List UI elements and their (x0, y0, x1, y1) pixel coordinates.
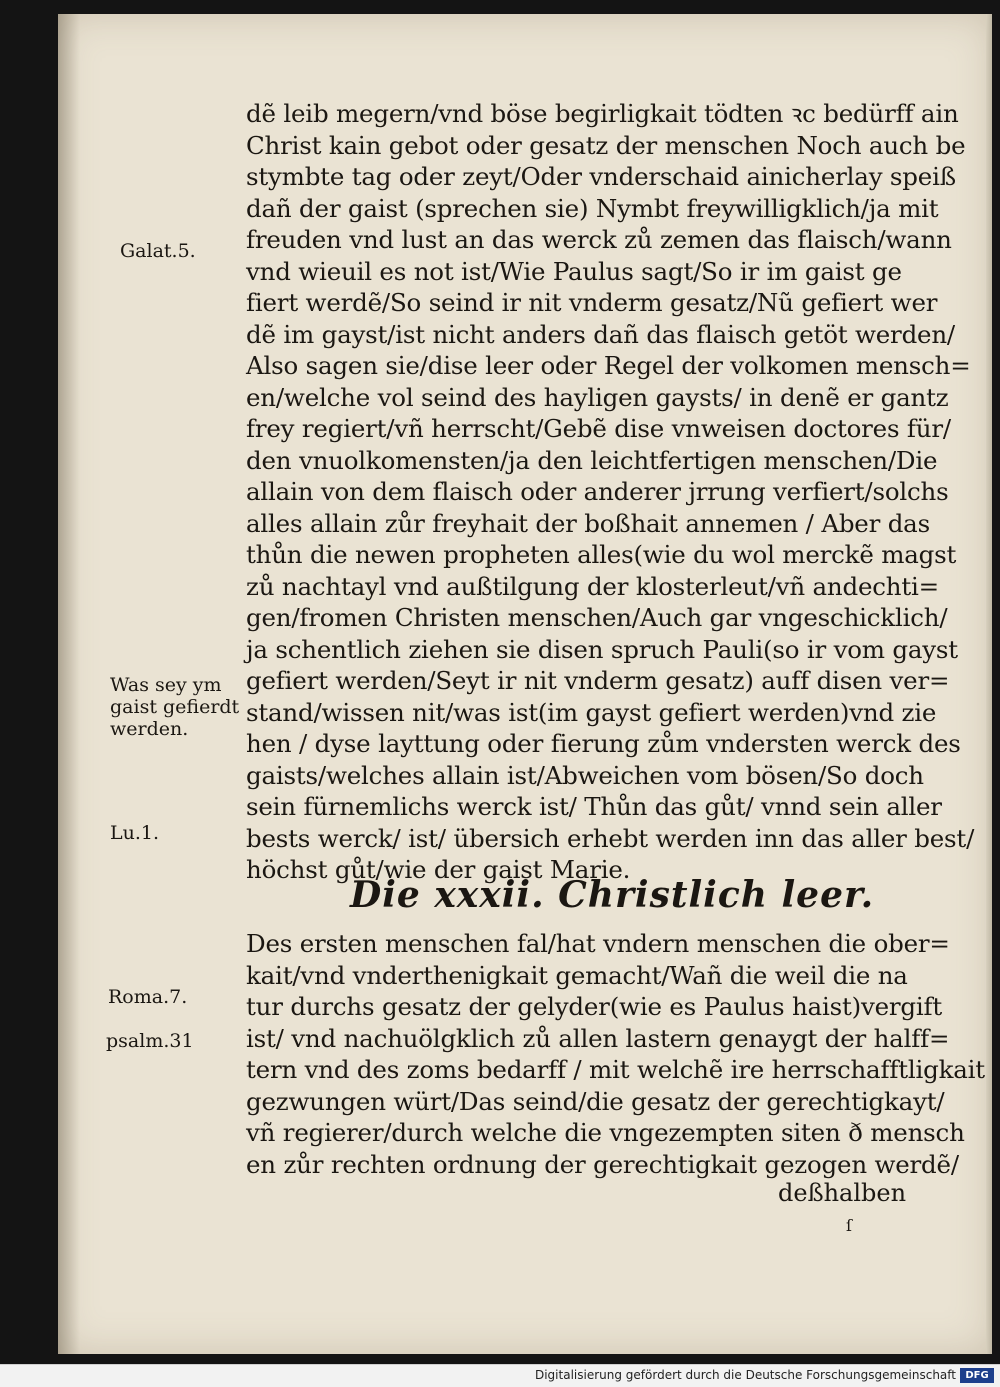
signature-mark: ſ (846, 1216, 852, 1235)
text-line: alles allain zůr freyhait der boßhait annemen / Aber das (246, 508, 930, 538)
text-line: frey regiert/vñ herrscht/Gebẽ dise vnweisen doctores für/ (246, 414, 951, 443)
text-line: stand/wissen nit/was ist(im gayst gefiert werden)vnd zie (246, 697, 937, 727)
text-line: dañ der gaist (sprechen sie) Nymbt freywilligklich/ja mit (246, 193, 939, 223)
text-line: ist/ vnd nachuölgklich zů allen lastern genaygt der halff= (246, 1023, 950, 1053)
text-line: zů nachtayl vnd außtilgung der klosterleut/vñ andechti= (246, 571, 939, 601)
section-heading: Die xxxii. Christlich leer. (350, 874, 875, 916)
text-line: fiert werdẽ/So seind ir nit vnderm gesatz/Nũ gefiert wer (246, 288, 938, 317)
text-line: dẽ im gayst/ist nicht anders dañ das flaisch getöt werden/ (246, 319, 955, 349)
text-line: en/welche vol seind des hayligen gaysts/ in denẽ er gantz (246, 382, 949, 412)
text-line: thůn die newen propheten alles(wie du wol merckẽ magst (246, 540, 957, 569)
text-line: den vnuolkomensten/ja den leichtfertigen menschen/Die (246, 445, 938, 475)
text-line: vñ regierer/durch welche die vngezempten siten ð mensch (246, 1118, 965, 1147)
text-line: gen/fromen Christen menschen/Auch gar vngeschicklich/ (246, 603, 948, 632)
marginal-note-was-sey (110, 674, 239, 740)
footer-credit: Digitalisierung gefördert durch die Deutsche Forschungsgemeinschaft (534, 1368, 956, 1382)
marginal-note-line: Was sey ym (110, 674, 222, 696)
marginal-note-galat: Galat.5. (120, 240, 196, 262)
text-line: vnd wieuil es not ist/Wie Paulus sagt/So ir im gaist ge (246, 256, 902, 286)
marginal-note-line: gaist gefierdt (110, 696, 240, 718)
text-line: gaists/welches allain ist/Abweichen vom bösen/So doch (246, 760, 924, 790)
text-line: gefiert werden/Seyt ir nit vnderm gesatz) auff disen ver= (246, 666, 950, 695)
text-line: gezwungen würt/Das seind/die gesatz der gerechtigkayt/ (246, 1086, 945, 1116)
text-line: ja schentlich ziehen sie disen spruch Pauli(so ir vom gayst (246, 634, 958, 664)
footer-bar (0, 1364, 1000, 1387)
text-line: stymbte tag oder zeyt/Oder vnderschaid ainicherlay speiß (246, 162, 956, 191)
text-line: Also sagen sie/dise leer oder Regel der volkomen mensch= (246, 351, 971, 380)
text-line: hen / dyse layttung oder fierung zům vndersten werck des (246, 729, 961, 758)
main-text-block (246, 98, 975, 886)
text-line: freuden vnd lust an das werck zů zemen das flaisch/wann (246, 225, 952, 254)
text-line: dẽ leib megern/vnd böse begirligkait tödten ꝛc bedürff ain (246, 99, 959, 128)
page-edge (986, 14, 992, 1354)
catchword: deßhalben (778, 1179, 907, 1207)
text-line: Des ersten menschen fal/hat vndern menschen die ober= (246, 929, 950, 958)
text-line: allain von dem flaisch oder anderer jrrung verfiert/solchs (246, 477, 949, 506)
marginal-note-psalm: psalm.31 (106, 1030, 194, 1052)
marginal-note-roma: Roma.7. (108, 986, 188, 1008)
text-line: Christ kain gebot oder gesatz der menschen Noch auch be (246, 130, 966, 160)
text-line: sein fürnemlichs werck ist/ Thůn das gůt/ vnnd sein aller (246, 792, 942, 821)
text-line: kait/vnd vnderthenigkait gemacht/Wañ die weil die na (246, 960, 908, 990)
marginal-note-luc: Lu.1. (110, 822, 160, 844)
book-page (58, 14, 992, 1354)
text-line: tern vnd des zoms bedarff / mit welchẽ ire herrschafftligkait (246, 1055, 985, 1084)
text-line: höchst gůt/wie der gaist Marie. (246, 855, 631, 884)
text-line: en zůr rechten ordnung der gerechtigkait gezogen werdẽ/ (246, 1149, 959, 1179)
marginal-note-line: werden. (110, 718, 189, 740)
section-text-block (246, 928, 985, 1180)
text-line: tur durchs gesatz der gelyder(wie es Paulus haist)vergift (246, 992, 943, 1021)
dfg-logo-icon[interactable]: DFG (960, 1368, 994, 1383)
text-line: bests werck/ ist/ übersich erhebt werden inn das aller best/ (246, 823, 975, 853)
